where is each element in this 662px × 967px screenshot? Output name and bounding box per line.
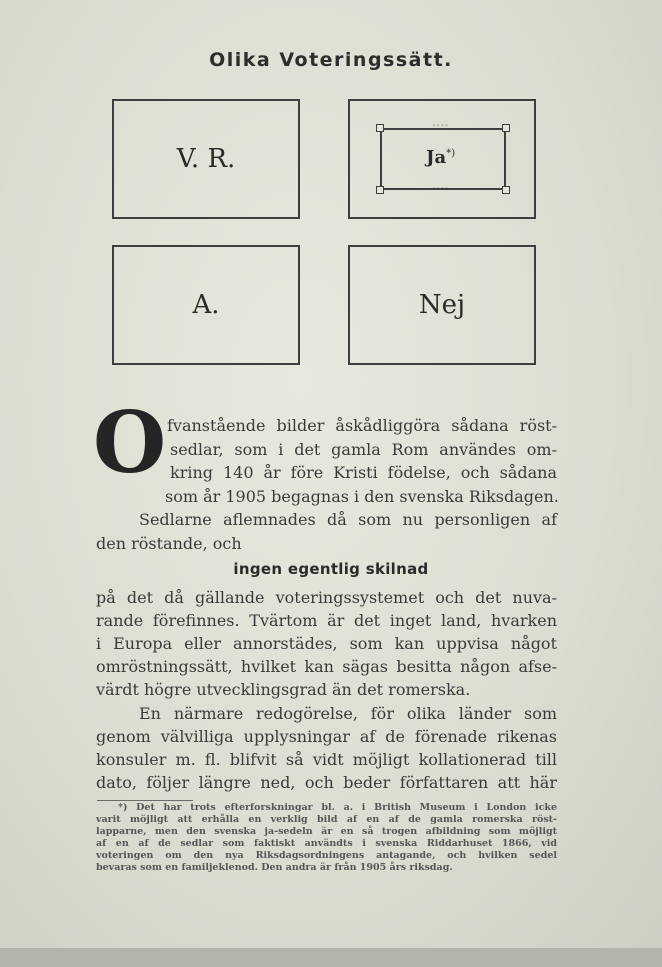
frame-ornament: ◦◦◦◦ [432,122,449,130]
footnote-line: *) Det har trots efterforskningar bl. a. i British Museum i London icke [118,802,557,813]
text-line: sedlar, som i det gamla Rom användes om- [170,440,557,459]
page-title: Olika Voteringssätt. [209,49,453,71]
text-line: på det då gällande voteringssystemet och det nuva- [96,588,557,607]
ballot-a-label: A. [192,290,220,320]
drop-cap-initial: O [93,393,167,492]
scan-background-strip [0,948,662,967]
frame-corner-ornament [502,186,510,194]
ballot-vr-label: V. R. [176,144,236,174]
footnote-line: af en af de sedlar som faktiskt användts i svenska Riddarhuset 1866, vid [96,838,557,849]
ballot-nej-label: Nej [418,290,466,320]
text-line: omröstningssätt, hvilket kan sägas besitta någon afse- [96,657,557,676]
text-line: den röstande, och [96,534,242,553]
text-line: genom välvilliga upplysningar af de förenade rikenas [96,727,557,746]
ballot-ja-label: Ja*) [426,147,456,168]
frame-corner-ornament [376,186,384,194]
text-line: rande förefinnes. Tvärtom är det inget land, hvarken [96,611,557,630]
ballot-vr [112,99,300,219]
text-line: värdt högre utvecklingsgrad än det romerska. [96,680,471,699]
footnote-line: voteringen om den nya Riksdagsordningens antagande, och hvilken sedel [96,850,557,861]
section-heading: ingen egentlig skilnad [233,560,429,578]
frame-corner-ornament [376,124,384,132]
text-line: fvanstående bilder åskådliggöra sådana röst- [167,416,557,435]
footnote-marker: *) [446,148,456,159]
text-line: konsuler m. fl. blifvit så vidt möjligt kollationerad till [96,750,557,769]
text-line: som år 1905 begagnas i den svenska Riksdagen. [165,487,559,506]
footnote-line: bevaras som en familjeklenod. Den andra är från 1905 års riksdag. [96,862,453,873]
footnote-line: varit möjligt att erhålla en verklig bild af en af de gamla romerska röst- [96,814,557,825]
frame-corner-ornament [502,124,510,132]
footnote-rule [97,800,193,801]
ballot-ja [348,99,536,219]
text-line: Sedlarne aflemnades då som nu personligen af [139,510,557,529]
footnote-line: lapparne, men den svenska ja-sedeln är en så trogen afbildning som möjligt [96,826,557,837]
text-line: i Europa eller annorstädes, som kan uppvisa något [96,634,557,653]
text-line: kring 140 år före Kristi födelse, och sådana [170,463,557,482]
ballot-nej [348,245,536,365]
text-line: En närmare redogörelse, för olika länder som [139,704,557,723]
text-line: dato, följer längre ned, och beder författaren att här [96,773,557,792]
ballot-a [112,245,300,365]
frame-ornament: ◦◦◦◦ [432,185,449,193]
